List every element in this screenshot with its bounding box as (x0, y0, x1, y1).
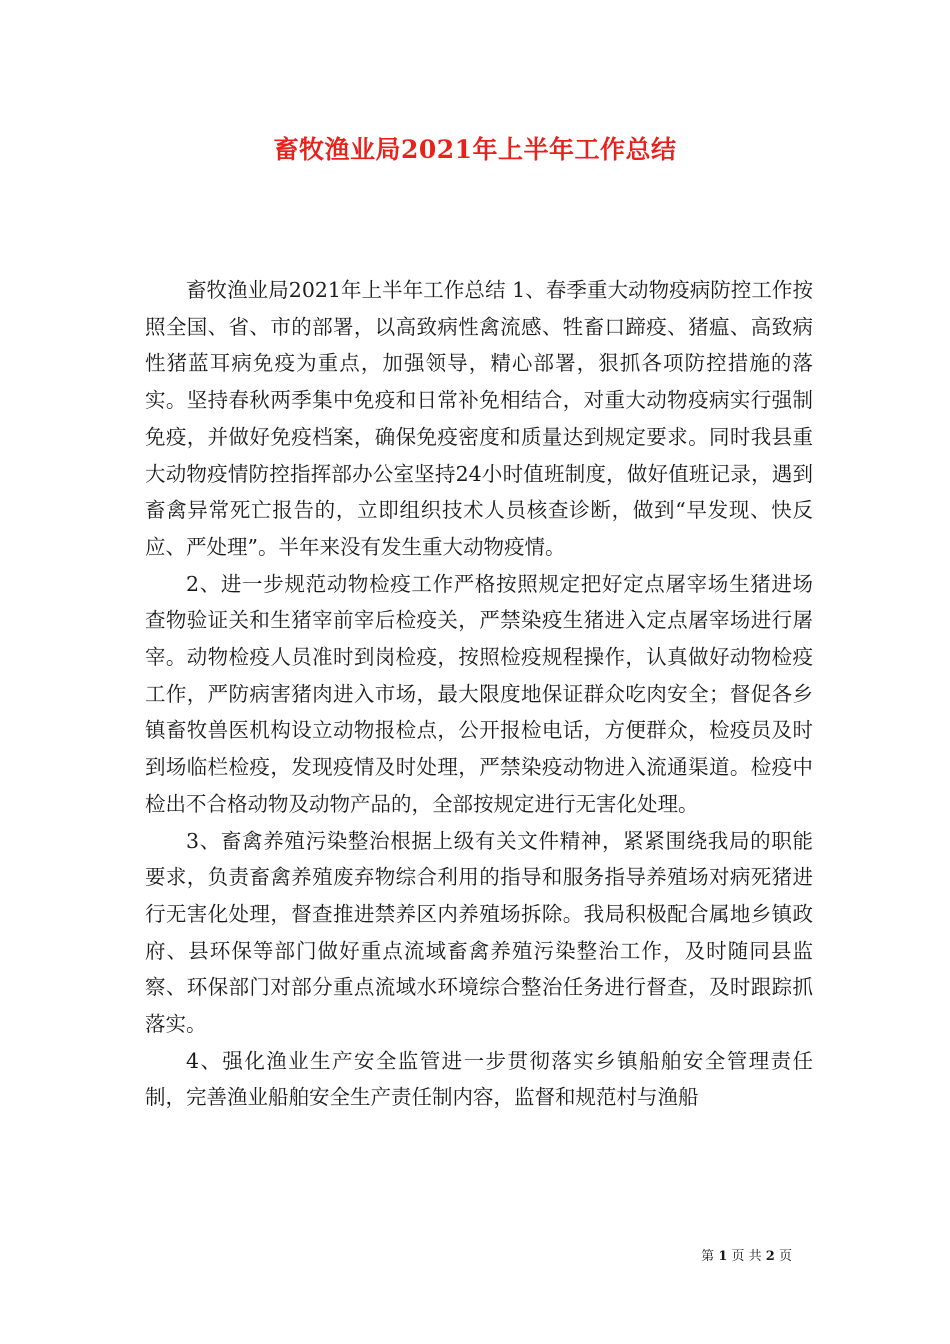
footer-middle: 页 共 (731, 1249, 762, 1264)
total-page-number: 2 (765, 1249, 775, 1264)
document-body (145, 272, 813, 1116)
document-title: 畜牧渔业局2021年上半年工作总结 (273, 135, 677, 164)
current-page-number: 1 (718, 1249, 728, 1264)
paragraph-1: 畜牧渔业局2021年上半年工作总结 1、春季重大动物疫病防控工作按照全国、省、市的部署，以高致病性禽流感、牲畜口蹄疫、猪瘟、高致病性猪蓝耳病免疫为重点，加强领导，精心部署，狠抓各项防控措施的落实。坚持春秋两季集中免疫和日常补免相结合，对重大动物疫病实行强制免疫，并做好免疫档案，确保免疫密度和质量达到规定要求。同时我县重大动物疫情防控指挥部办公室坚持24小时值班制度，做好值班记录，遇到畜禽异常死亡报告的，立即组织技术人员核查诊断，做到“早发现、快反应、严处理”。半年来没有发生重大动物疫情。 (145, 278, 813, 559)
footer-prefix: 第 (701, 1249, 715, 1264)
paragraph-2: 2、进一步规范动物检疫工作严格按照规定把好定点屠宰场生猪进场查物验证关和生猪宰前宰后检疫关，严禁染疫生猪进入定点屠宰场进行屠宰。动物检疫人员准时到岗检疫，按照检疫规程操作，认真做好动物检疫工作，严防病害猪肉进入市场，最大限度地保证群众吃肉安全；督促各乡镇畜牧兽医机构设立动物报检点，公开报检电话，方便群众，检疫员及时到场临栏检疫，发现疫情及时处理，严禁染疫动物进入流通渠道。检疫中检出不合格动物及动物产品的，全部按规定进行无害化处理。 (145, 571, 813, 816)
paragraph-3: 3、畜禽养殖污染整治根据上级有关文件精神，紧紧围绕我局的职能要求，负责畜禽养殖废弃物综合利用的指导和服务指导养殖场对病死猪进行无害化处理，督查推进禁养区内养殖场拆除。我局积极配合属地乡镇政府、县环保等部门做好重点流域畜禽养殖污染整治工作，及时随同县监察、环保部门对部分重点流域水环境综合整治任务进行督查，及时跟踪抓落实。 (145, 828, 813, 1037)
page-number-footer (701, 1245, 792, 1264)
paragraph-4: 4、强化渔业生产安全监管进一步贯彻落实乡镇船舶安全管理责任制，完善渔业船舶安全生产责任制内容，监督和规范村与渔船 (145, 1048, 813, 1110)
footer-suffix: 页 (778, 1249, 792, 1264)
